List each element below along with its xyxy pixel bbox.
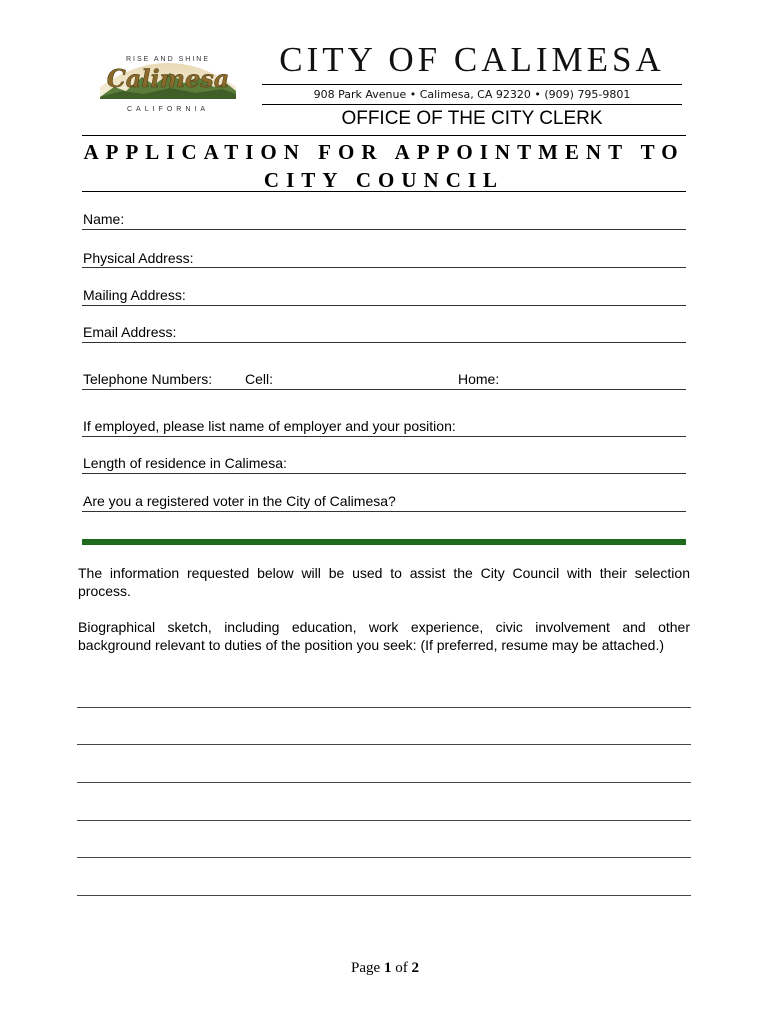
page-word: Page (351, 960, 381, 976)
name-field[interactable] (82, 229, 686, 230)
page-total: 2 (411, 960, 419, 976)
header-rule-bottom (82, 135, 686, 136)
employer-label: If employed, please list name of employer and your position: (83, 418, 456, 434)
bio-write-line-1[interactable] (77, 707, 691, 708)
registered-voter-field[interactable] (82, 511, 686, 512)
residence-length-label: Length of residence in Calimesa: (83, 455, 287, 471)
telephone-label: Telephone Numbers: (83, 371, 213, 387)
bio-write-line-2[interactable] (77, 744, 691, 745)
header-rule-top (262, 84, 682, 85)
bio-paragraph: Biographical sketch, including education, work experience, civic involvement and other background relevant to duties of the position you seek: (If preferred, resume may be attached.) (78, 619, 690, 653)
bio-write-line-3[interactable] (77, 782, 691, 783)
page-current: 1 (383, 960, 392, 976)
page-of: of (395, 960, 408, 976)
form-title (82, 138, 686, 194)
section-divider (82, 539, 686, 545)
physical-address-label: Physical Address: (83, 250, 194, 266)
city-address: 908 Park Avenue • Calimesa, CA 92320 • (909) 795-9801 (313, 88, 631, 101)
bio-write-line-4[interactable] (77, 820, 691, 821)
city-name: CITY OF CALIMESA (279, 40, 665, 79)
header-rule-middle (262, 104, 682, 105)
logo-state: CALIFORNIA (126, 106, 210, 113)
bio-write-line-6[interactable] (77, 895, 691, 896)
logo-tagline: RISE AND SHINE (125, 56, 211, 63)
office-title: OFFICE OF THE CITY CLERK (341, 108, 603, 129)
employer-field[interactable] (82, 436, 686, 437)
title-rule (82, 191, 686, 192)
telephone-field[interactable] (82, 389, 686, 390)
name-label: Name: (83, 211, 125, 227)
page-number (0, 960, 770, 977)
bio-write-line-5[interactable] (77, 857, 691, 858)
home-label: Home: (458, 371, 500, 387)
physical-address-field[interactable] (82, 267, 686, 268)
residence-length-field[interactable] (82, 473, 686, 474)
registered-voter-label: Are you a registered voter in the City of Calimesa? (83, 493, 396, 509)
mailing-address-field[interactable] (82, 305, 686, 306)
form-title-line2: CITY COUNCIL (263, 168, 505, 192)
email-address-field[interactable] (82, 342, 686, 343)
mailing-address-label: Mailing Address: (83, 287, 186, 303)
logo-wordmark: Calimesa (106, 64, 230, 93)
email-address-label: Email Address: (83, 324, 177, 340)
calimesa-logo (92, 47, 244, 117)
form-title-line1: APPLICATION FOR APPOINTMENT TO (83, 140, 685, 164)
cell-label: Cell: (245, 371, 274, 387)
info-paragraph: The information requested below will be used to assist the City Council with their selection process. (78, 565, 690, 599)
